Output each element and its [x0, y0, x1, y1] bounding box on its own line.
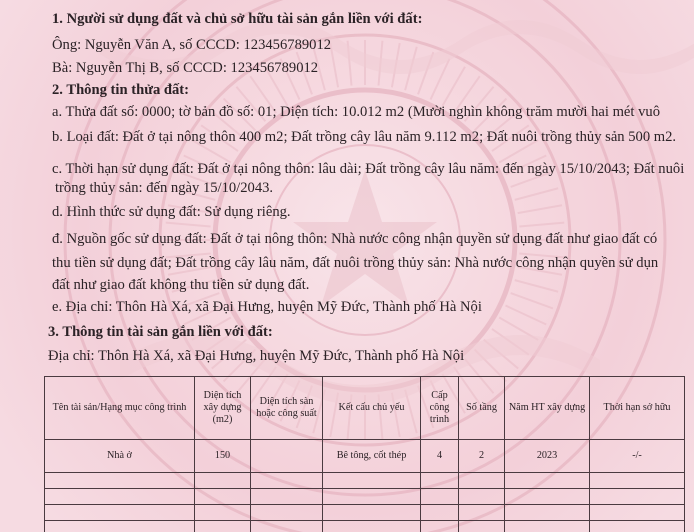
empty-cell	[251, 473, 323, 489]
empty-cell	[323, 521, 421, 532]
parcel-address-line: e. Địa chỉ: Thôn Hà Xá, xã Đại Hưng, huyện Mỹ Đức, Thành phố Hà Nội	[52, 299, 482, 315]
section-1-heading: 1. Người sử dụng đất và chủ sở hữu tài sản gắn liền với đất:	[52, 11, 423, 27]
cell-floors: 2	[459, 440, 505, 473]
col-header-floors: Số tầng	[459, 377, 505, 440]
empty-cell	[505, 489, 590, 505]
asset-address-line: Địa chỉ: Thôn Hà Xá, xã Đại Hưng, huyện Mỹ Đức, Thành phố Hà Nội	[48, 348, 465, 364]
parcel-info-line: a. Thửa đất số: 0000; tờ bản đồ số: 01; Diện tích: 10.012 m2 (Mười nghìn không trăm mười hai mét vuô	[52, 104, 661, 120]
land-term-line-1: c. Thời hạn sử dụng đất: Đất ở tại nông thôn: lâu dài; Đất trồng cây lâu năm: đến ngày 15/10/2043; Đất nuôi	[52, 161, 685, 177]
empty-cell	[195, 521, 251, 532]
empty-cell	[590, 473, 685, 489]
empty-cell	[323, 489, 421, 505]
empty-cell	[459, 521, 505, 532]
cell-build-area: 150	[195, 440, 251, 473]
empty-cell	[459, 473, 505, 489]
empty-cell	[251, 489, 323, 505]
empty-cell	[195, 505, 251, 521]
asset-table	[44, 376, 685, 532]
empty-cell	[45, 505, 195, 521]
usage-form-line: d. Hình thức sử dụng đất: Sử dụng riêng.	[52, 204, 291, 220]
section-2-heading: 2. Thông tin thửa đất:	[52, 82, 190, 98]
cell-year: 2023	[505, 440, 590, 473]
owner-1-line: Ông: Nguyễn Văn A, số CCCD: 123456789012	[52, 37, 332, 53]
col-header-build-area: Diện tích xây dựng (m2)	[195, 377, 251, 440]
empty-cell	[251, 521, 323, 532]
cell-structure: Bê tông, cốt thép	[323, 440, 421, 473]
empty-cell	[45, 473, 195, 489]
empty-cell	[459, 489, 505, 505]
empty-cell	[421, 473, 459, 489]
col-header-term: Thời hạn sở hữu	[590, 377, 685, 440]
table-row	[45, 521, 685, 532]
land-type-line: b. Loại đất: Đất ở tại nông thôn 400 m2; Đất trồng cây lâu năm 9.112 m2; Đất nuôi trồng thủy sản 500 m2.	[52, 129, 677, 145]
empty-cell	[323, 505, 421, 521]
cell-asset-name: Nhà ở	[45, 440, 195, 473]
table-row	[45, 473, 685, 489]
empty-cell	[421, 521, 459, 532]
col-header-asset-name: Tên tài sản/Hạng mục công trình	[45, 377, 195, 440]
empty-cell	[45, 521, 195, 532]
empty-cell	[505, 473, 590, 489]
table-row	[45, 440, 685, 473]
col-header-floor-area: Diện tích sàn hoặc công suất	[251, 377, 323, 440]
col-header-structure: Kết cấu chủ yếu	[323, 377, 421, 440]
land-origin-line-1: đ. Nguồn gốc sử dụng đất: Đất ở tại nông thôn: Nhà nước công nhận quyền sử dụng đất như giao đất có	[52, 231, 658, 247]
cell-term: -/-	[590, 440, 685, 473]
empty-cell	[505, 521, 590, 532]
section-3-heading: 3. Thông tin tài sản gắn liền với đất:	[48, 324, 273, 340]
empty-cell	[195, 473, 251, 489]
empty-cell	[505, 505, 590, 521]
cell-floor-area	[251, 440, 323, 473]
empty-cell	[459, 505, 505, 521]
col-header-grade: Cấp công trình	[421, 377, 459, 440]
empty-cell	[45, 489, 195, 505]
table-header-row	[45, 377, 685, 440]
table-row	[45, 505, 685, 521]
land-term-line-2: trồng thủy sản: đến ngày 15/10/2043.	[55, 180, 274, 196]
land-origin-line-3: đất như giao đất không thu tiền sử dụng đất.	[52, 277, 310, 293]
empty-cell	[590, 489, 685, 505]
empty-cell	[590, 521, 685, 532]
empty-cell	[251, 505, 323, 521]
land-origin-line-2: thu tiền sử dụng đất; Đất trồng cây lâu năm, đất nuôi trồng thủy sản: Nhà nước công nhận quyền sử dụn	[52, 255, 659, 271]
table-row	[45, 489, 685, 505]
col-header-year: Năm HT xây dựng	[505, 377, 590, 440]
cell-grade: 4	[421, 440, 459, 473]
empty-cell	[323, 473, 421, 489]
empty-cell	[421, 489, 459, 505]
empty-cell	[195, 489, 251, 505]
owner-2-line: Bà: Nguyễn Thị B, số CCCD: 123456789012	[52, 60, 319, 76]
empty-cell	[421, 505, 459, 521]
empty-cell	[590, 505, 685, 521]
